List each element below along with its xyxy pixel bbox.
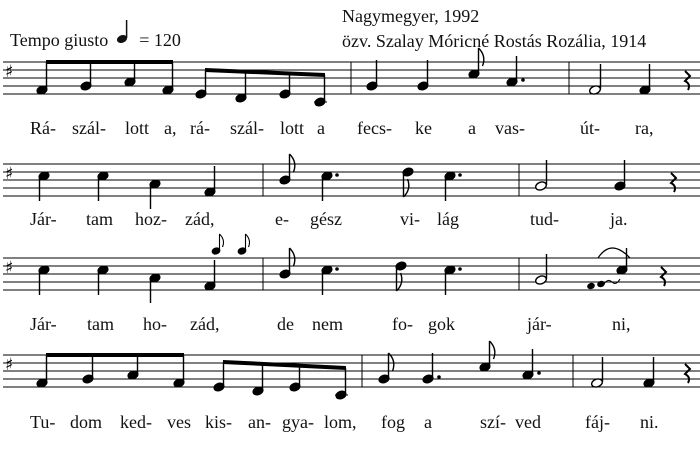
lyric-syllable: ke	[415, 118, 432, 138]
lyric-syllable: dom	[70, 412, 103, 432]
lyric-syllable: e-	[275, 209, 289, 229]
lyric-syllable: zád,	[190, 314, 220, 334]
lyric-syllable: Rá-	[30, 118, 56, 138]
quarter-rest	[661, 267, 666, 286]
lyric-syllable: tud-	[530, 209, 559, 229]
lyric-syllable: a	[468, 118, 476, 138]
lyric-syllable: gok	[428, 314, 455, 334]
beam	[205, 68, 325, 77]
half-note	[535, 181, 548, 192]
lyric-syllable: nem	[312, 314, 343, 334]
lyric-syllable: lom,	[324, 412, 357, 432]
dot	[458, 267, 462, 271]
lyric-syllable: lott	[125, 118, 150, 138]
lyric-syllable: Jár-	[30, 314, 57, 334]
lyric-syllable: an-	[248, 412, 271, 432]
singer-name: özv. Szalay Móricné Rostás Rozália, 1914	[342, 31, 647, 51]
lyric-syllable: gész	[310, 209, 342, 229]
flag	[479, 48, 484, 66]
lyric-syllable: ni,	[612, 314, 631, 334]
lyric-syllable: szál-	[72, 118, 106, 138]
lyric-syllable: gya-	[282, 412, 314, 432]
flag	[290, 154, 295, 172]
tempo-value: = 120	[139, 30, 181, 50]
half-note	[535, 275, 548, 286]
lyric-syllable: ked-	[120, 412, 152, 432]
slur	[598, 248, 630, 258]
lyric-syllable: a,	[164, 118, 177, 138]
lyric-syllable: zád,	[185, 209, 215, 229]
dot	[335, 173, 339, 177]
flag	[490, 341, 495, 359]
staff-system-4	[3, 341, 700, 400]
lyric-syllable: ved	[515, 412, 541, 432]
lyrics-line-2	[30, 209, 628, 229]
lyric-syllable: kis-	[205, 412, 232, 432]
recording-place-year: Nagymegyer, 1992	[342, 6, 480, 26]
lyric-syllable: de	[277, 314, 294, 334]
lyric-syllable: fog	[381, 412, 405, 432]
lyric-syllable: ni.	[640, 412, 659, 432]
lyric-syllable: Tu-	[30, 412, 56, 432]
lyric-syllable: ves	[167, 412, 191, 432]
lyric-syllable: szí-	[480, 412, 506, 432]
flag	[290, 248, 295, 266]
lyrics-line-4	[30, 412, 659, 432]
quarter-rest	[671, 173, 676, 192]
lyric-syllable: hoz-	[135, 209, 167, 229]
lyric-syllable: ho-	[143, 314, 167, 334]
lyric-syllable: fecs-	[357, 118, 392, 138]
tempo-label: Tempo giusto	[10, 30, 109, 50]
lyric-syllable: tam	[87, 314, 114, 334]
quarter-rest	[685, 364, 690, 383]
dot	[537, 371, 541, 375]
lyric-syllable: út-	[580, 118, 600, 138]
beam	[46, 60, 173, 64]
quarter-rest	[685, 71, 690, 90]
staff-system-3	[3, 234, 700, 303]
lyric-syllable: ja.	[610, 209, 628, 229]
dot	[458, 173, 462, 177]
staff-system-1	[3, 48, 700, 107]
lyric-syllable: rá-	[190, 118, 210, 138]
dot	[335, 267, 339, 271]
key-signature-sharp: ♯	[5, 355, 14, 375]
lyric-syllable: fáj-	[585, 412, 610, 432]
lyric-syllable: vi-	[400, 209, 420, 229]
flag	[389, 353, 394, 371]
beam	[223, 360, 346, 370]
dot	[521, 78, 525, 82]
lyric-syllable: vas-	[495, 118, 525, 138]
lyric-syllable: lott	[280, 118, 305, 138]
dot	[437, 375, 441, 379]
lyrics-line-1	[30, 118, 653, 138]
lyric-syllable: tam	[86, 209, 113, 229]
lyric-syllable: a	[424, 412, 432, 432]
staff-system-2	[3, 154, 700, 209]
beam	[46, 353, 184, 357]
lyric-syllable: fo-	[392, 314, 413, 334]
lyric-syllable: a	[317, 118, 325, 138]
key-signature-sharp: ♯	[5, 164, 14, 184]
lyric-syllable: szál-	[230, 118, 264, 138]
lyric-syllable: jár-	[527, 314, 552, 334]
key-signature-sharp: ♯	[5, 258, 14, 278]
lyrics-line-3	[30, 314, 631, 334]
lyric-syllable: ra,	[635, 118, 654, 138]
key-signature-sharp: ♯	[5, 62, 14, 82]
lyric-syllable: lág	[437, 209, 459, 229]
lyric-syllable: Jár-	[30, 209, 57, 229]
grace-note	[587, 283, 595, 290]
